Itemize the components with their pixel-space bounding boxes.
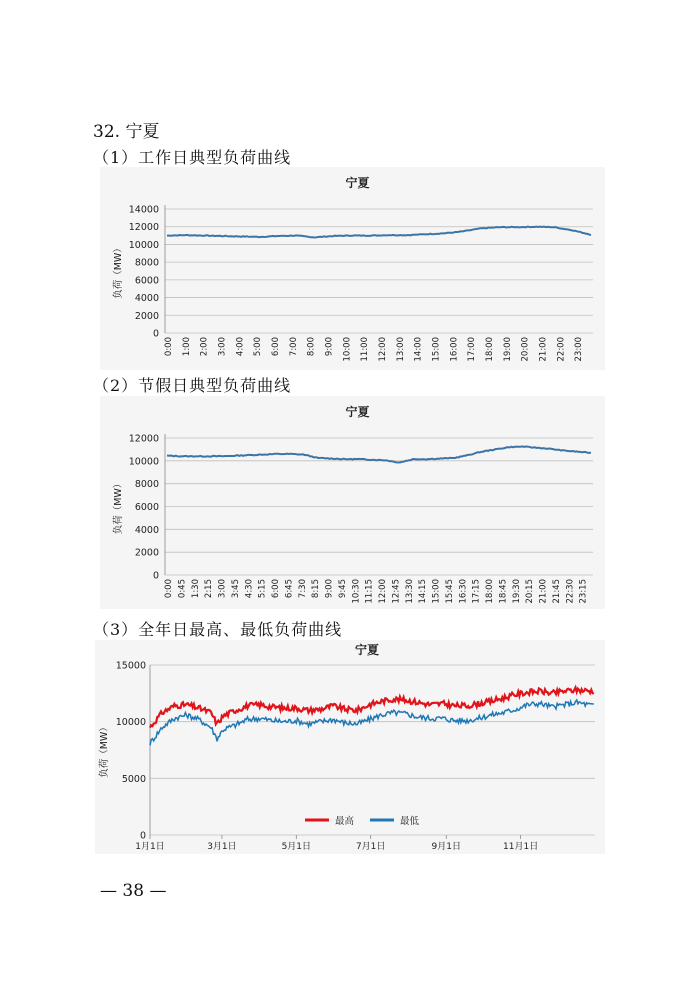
workday-chart-svg [100, 167, 605, 370]
y-axis-label: 负荷（MW） [99, 722, 110, 778]
subtitle-annual: （3）全年日最高、最低负荷曲线 [93, 620, 343, 639]
y-tick-label: 8000 [134, 257, 159, 269]
x-tick-label: 18:00 [485, 337, 495, 362]
x-tick-label: 13:00 [395, 337, 406, 362]
workday-load-chart [100, 167, 605, 370]
section-heading: 32. 宁夏 [93, 122, 160, 142]
y-tick-label: 0 [152, 328, 159, 340]
y-tick-label: 6000 [134, 502, 159, 513]
x-tick-label: 3:00 [217, 579, 228, 599]
x-tick-label: 11月1日 [503, 842, 539, 852]
x-tick-label: 23:15 [578, 579, 589, 604]
x-tick-label: 15:00 [431, 337, 442, 362]
holiday-chart-svg [100, 396, 605, 609]
x-tick-label: 19:30 [511, 579, 522, 604]
annual-max-min-chart [95, 640, 605, 854]
x-tick-label: 0:00 [164, 579, 174, 599]
x-tick-label: 5:00 [253, 337, 264, 357]
y-tick-label: 2000 [134, 310, 159, 322]
x-tick-label: 18:00 [485, 579, 495, 604]
x-tick-label: 21:00 [538, 337, 549, 362]
x-tick-label: 6:45 [284, 579, 295, 599]
x-tick-label: 0:00 [164, 337, 174, 357]
x-tick-label: 21:00 [538, 579, 549, 604]
x-tick-label: 13:30 [404, 579, 415, 604]
x-tick-label: 3月1日 [207, 842, 237, 852]
x-tick-label: 10:00 [342, 337, 353, 362]
x-tick-label: 0:45 [177, 579, 188, 599]
x-tick-label: 9:00 [324, 337, 335, 357]
y-tick-label: 12000 [128, 433, 159, 445]
y-tick-label: 4000 [134, 524, 159, 536]
x-tick-label: 12:45 [391, 579, 402, 604]
y-tick-label: 10000 [115, 717, 146, 729]
y-axis-label: 负荷（MW） [113, 243, 124, 299]
x-tick-label: 3:00 [217, 337, 228, 357]
x-tick-label: 4:00 [235, 337, 246, 357]
page-number: — 38 — [100, 881, 167, 901]
x-tick-label: 10:30 [351, 579, 362, 604]
x-tick-label: 3:45 [230, 579, 241, 599]
y-tick-label: 12000 [128, 222, 159, 234]
x-tick-label: 1月1日 [135, 842, 165, 852]
load-line [167, 446, 591, 462]
x-tick-label: 12:00 [378, 337, 388, 362]
x-tick-label: 12:00 [378, 579, 388, 604]
annual-chart-svg [95, 640, 605, 854]
x-tick-label: 22:30 [565, 579, 576, 604]
x-tick-label: 5:15 [257, 579, 268, 599]
x-tick-label: 7:30 [297, 579, 308, 599]
x-tick-label: 6:00 [271, 337, 281, 357]
x-tick-label: 14:00 [413, 337, 424, 362]
y-tick-label: 8000 [134, 479, 159, 491]
x-tick-label: 8:00 [306, 337, 317, 357]
x-tick-label: 4:30 [244, 579, 255, 599]
x-tick-label: 20:15 [525, 579, 536, 604]
x-tick-label: 7月1日 [355, 842, 386, 852]
y-tick-label: 6000 [134, 275, 159, 287]
x-tick-label: 21:45 [551, 579, 562, 604]
y-tick-label: 14000 [128, 204, 159, 216]
x-tick-label: 16:30 [458, 579, 469, 604]
y-tick-label: 10000 [128, 456, 159, 468]
x-tick-label: 5月1日 [281, 842, 312, 852]
x-tick-label: 8:15 [311, 579, 322, 599]
chart-title: 宁夏 [345, 176, 370, 190]
x-tick-label: 7:00 [288, 337, 299, 357]
x-tick-label: 23:00 [574, 337, 585, 362]
x-tick-label: 2:00 [199, 337, 210, 357]
y-tick-label: 10000 [128, 239, 159, 251]
x-tick-label: 17:00 [467, 337, 478, 362]
x-tick-label: 1:30 [190, 579, 201, 599]
y-axis-label: 负荷（MW） [113, 478, 124, 535]
subtitle-holiday: （2）节假日典型负荷曲线 [93, 376, 292, 395]
legend-label: 最高 [335, 816, 355, 827]
x-tick-label: 9:00 [324, 579, 335, 599]
y-tick-label: 4000 [134, 293, 159, 305]
x-tick-label: 18:45 [498, 579, 509, 604]
y-tick-label: 2000 [134, 547, 159, 559]
x-tick-label: 1:00 [181, 337, 192, 357]
x-tick-label: 9:45 [337, 579, 348, 599]
holiday-load-chart [100, 396, 605, 609]
load-line [167, 227, 591, 238]
x-tick-label: 17:15 [471, 579, 482, 604]
x-tick-label: 22:00 [556, 337, 567, 362]
x-tick-label: 11:00 [360, 337, 371, 362]
y-tick-label: 15000 [115, 660, 146, 672]
x-tick-label: 16:00 [449, 337, 460, 362]
subtitle-workday: （1）工作日典型负荷曲线 [93, 148, 292, 167]
x-tick-label: 6:00 [271, 579, 281, 599]
x-tick-label: 15:00 [431, 579, 442, 604]
chart-title: 宁夏 [345, 405, 370, 419]
x-tick-label: 9月1日 [431, 842, 461, 852]
chart-title: 宁夏 [354, 643, 380, 657]
y-tick-label: 0 [152, 570, 159, 582]
x-tick-label: 19:00 [502, 337, 513, 362]
x-tick-label: 15:45 [444, 579, 455, 604]
x-tick-label: 11:15 [364, 579, 375, 604]
y-tick-label: 5000 [121, 773, 146, 785]
x-tick-label: 2:15 [204, 579, 215, 599]
x-tick-label: 20:00 [520, 337, 531, 362]
x-tick-label: 14:15 [418, 579, 429, 604]
legend-label: 最低 [400, 816, 420, 827]
y-tick-label: 0 [139, 830, 146, 842]
